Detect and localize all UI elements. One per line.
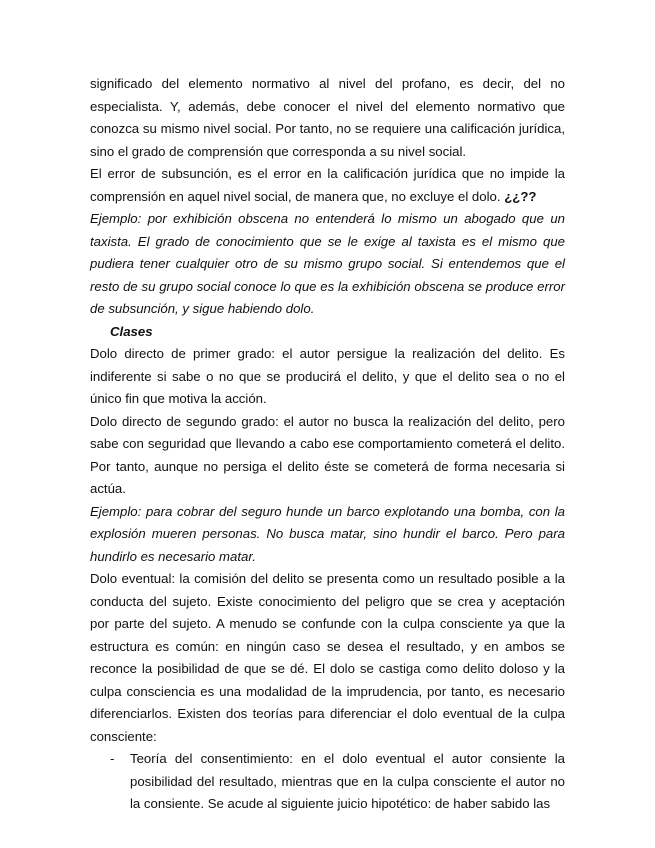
clases-heading: Clases: [110, 323, 153, 339]
subsuncion-text: El error de subsunción, es el error en la calificación jurídica que no impide la comprensión en aquel nivel social, de manera que, no excluye el dolo.: [90, 166, 565, 204]
intro-paragraph: significado del elemento normativo al nivel del profano, es decir, del no especialista. Y, además, debe conocer el nivel del elemento normativo que conozca su mismo nivel social. Por tanto, no se requiere una calificación jurídica, sino el grado de comprensión que corresponda a su nivel social.: [90, 76, 565, 159]
question-mark-annotation: ¿¿??: [504, 188, 537, 204]
example-exhibicion-paragraph: Ejemplo: por exhibición obscena no entenderá lo mismo un abogado que un taxista. El grado de conocimiento que se le exige al taxista es el mismo que pudiera tener cualquier otro de su mismo grupo social. Si entendemos que el resto de su grupo social conoce lo que es la exhibición obscena se produce error de subsunción, y sigue habiendo dolo.: [90, 211, 565, 316]
subsuncion-paragraph: [90, 163, 565, 208]
dolo-directo-segundo-grado-paragraph: Dolo directo de segundo grado: el autor no busca la realización del delito, pero sabe con seguridad que llevando a cabo ese comportamiento cometerá el delito. Por tanto, aunque no persiga el delito éste se cometerá de forma necesaria si actúa.: [90, 413, 565, 496]
dolo-eventual-paragraph: Dolo eventual: la comisión del delito se presenta como un resultado posible a la conducta del sujeto. Existe conocimiento del peligro que se crea y aceptación por parte del sujeto. A menudo se confunde con la culpa consciente ya que la estructura es común: en ningún caso se desea el resultado, y en ambos se reconce la posibilidad de que se dé. El dolo se castiga como delito doloso y la culpa consciencia es una modalidad de la imprudencia, por tanto, es necesario diferenciarlos. Existen dos teorías para diferenciar el dolo eventual de la culpa consciente:: [90, 571, 565, 744]
document-page: [90, 73, 565, 816]
dolo-directo-primer-grado-paragraph: Dolo directo de primer grado: el autor persigue la realización del delito. Es indiferente si sabe o no que se producirá el delito, y que el delito sea o no el único fin que motiva la acción.: [90, 346, 565, 406]
teorias-list: [90, 748, 565, 816]
list-item-text: Teoría del consentimiento: en el dolo eventual el autor consiente la posibilidad del resultado, mientras que en la culpa consciente el autor no la consiente. Se acude al siguiente juicio hipotético: de haber sabido las: [130, 751, 565, 811]
list-item: [90, 748, 565, 816]
example-barco-paragraph: Ejemplo: para cobrar del seguro hunde un barco explotando una bomba, con la explosión mueren personas. No busca matar, sino hundir el barco. Pero para hundirlo es necesario matar.: [90, 503, 565, 564]
list-bullet: -: [110, 751, 115, 766]
